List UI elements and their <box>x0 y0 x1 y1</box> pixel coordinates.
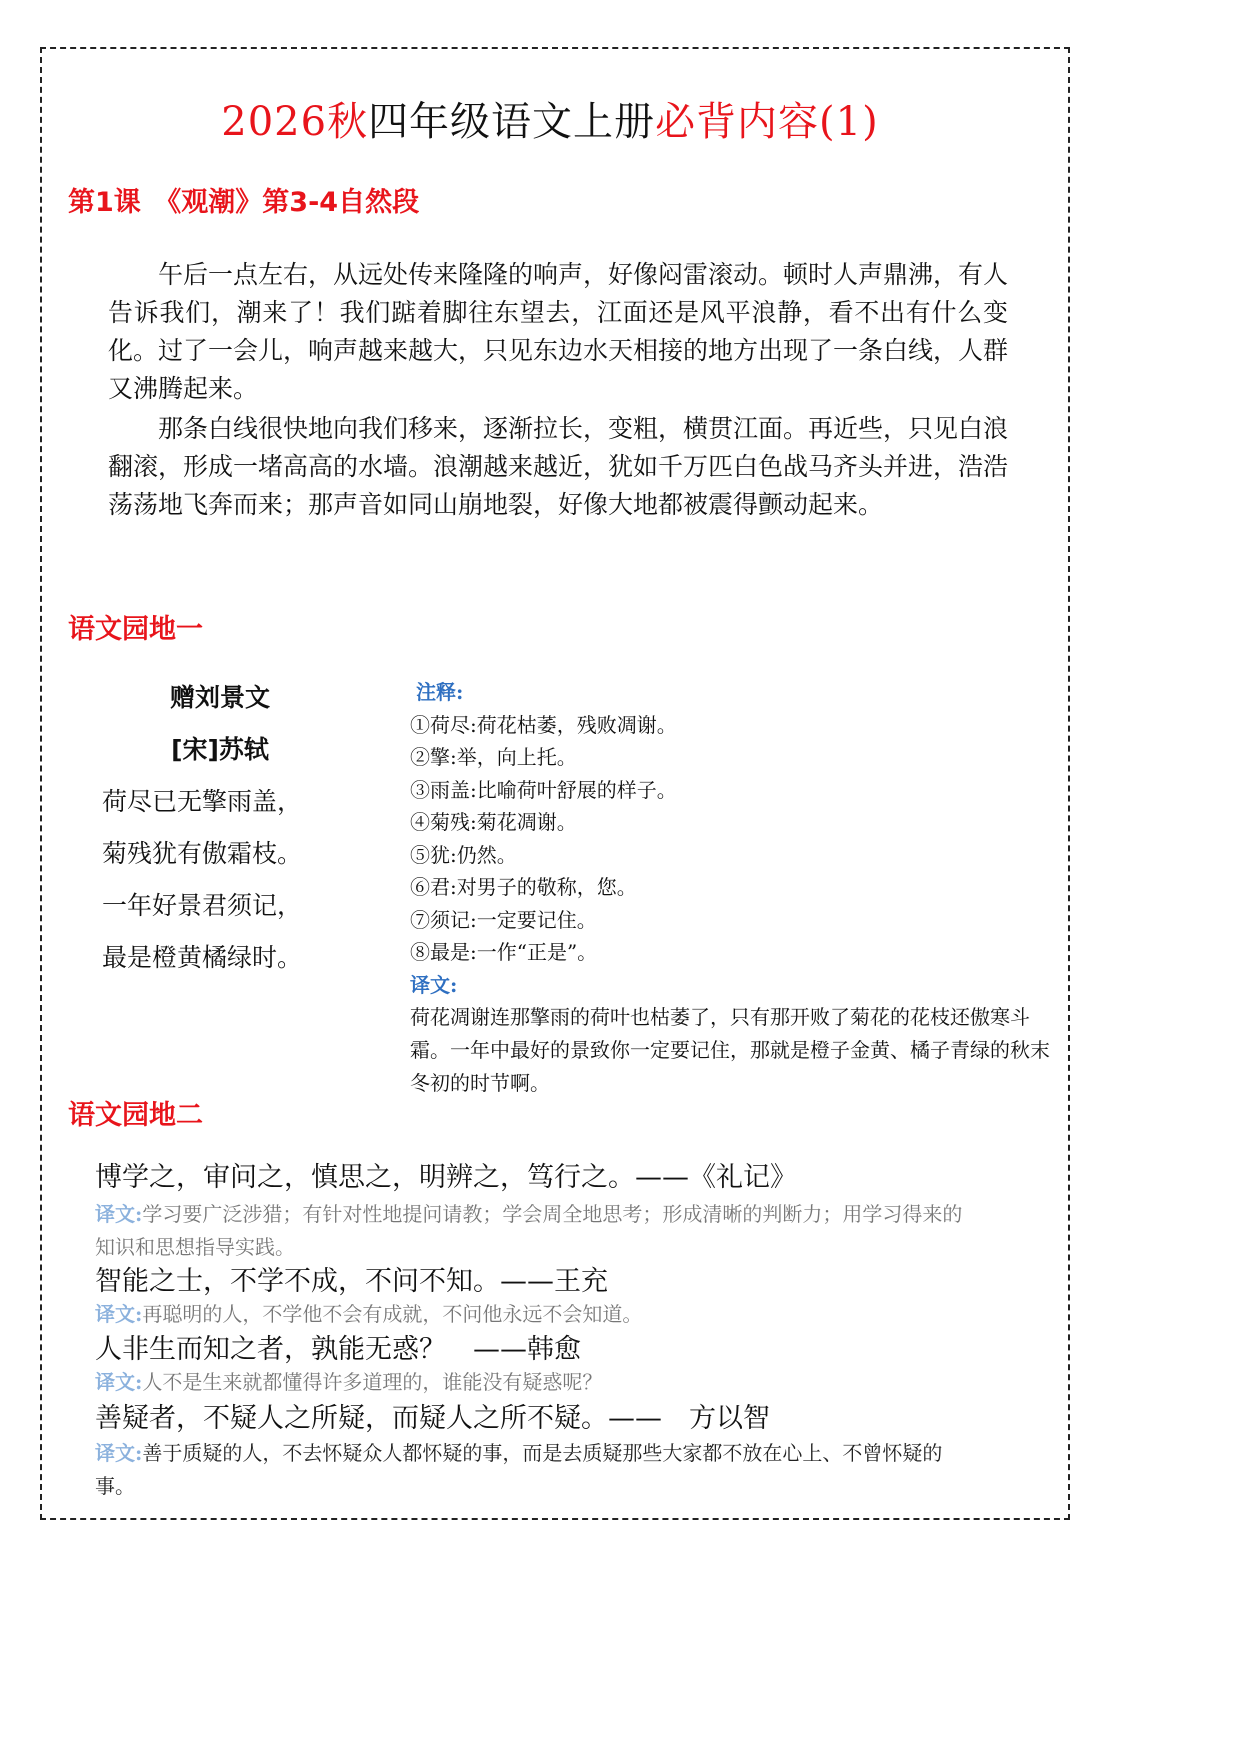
garden2-heading: 语文园地二 <box>68 1100 203 1131</box>
note-item: ③雨盖:比喻荷叶舒展的样子。 <box>410 777 677 802</box>
lesson1-paragraph-2: 那条白线很快地向我们移来，逐渐拉长，变粗，横贯江面。再近些，只见白浪翻滚，形成一堵高高的水墙。浪潮越来越近，犹如千万匹白色战马齐头并进，浩浩荡荡地飞奔而来；那声音如同山崩地裂，好像大地都被震得颤动起来。 <box>108 414 1009 519</box>
garden1-heading: 语文园地一 <box>68 614 203 645</box>
poem-line: 荷尽已无擎雨盖， <box>102 787 303 816</box>
quote-4: 善疑者，不疑人之所疑，而疑人之所不疑。—— 方以智 <box>95 1403 770 1434</box>
poem-line: 一年好景君须记， <box>102 891 303 920</box>
note-item: ⑤犹:仍然。 <box>410 842 517 867</box>
note-item: ⑥君:对男子的敬称，您。 <box>410 875 637 899</box>
quote-3: 人非生而知之者，孰能无惑？ ——韩愈 <box>95 1334 581 1365</box>
poem-line: 最是橙黄橘绿时。 <box>102 943 303 972</box>
quote-4-translation-text: 善于质疑的人，不去怀疑众人都怀疑的事，而是去质疑那些大家都不放在心上、不曾怀疑的事。 <box>95 1441 943 1498</box>
title-grade: 四年级语文上册 <box>368 99 656 145</box>
note-item: ②擎:举，向上托。 <box>410 745 577 769</box>
title-content: 必背内容(1) <box>655 99 879 145</box>
notes-label: 注释: <box>416 680 464 704</box>
translation-label: 译文: <box>95 1441 143 1465</box>
quote-1-translation-text: 学习要广泛涉猎；有针对性地提问请教；学会周全地思考；形成清晰的判断力；用学习得来的知识和思想指导实践。 <box>95 1202 963 1259</box>
quote-2-translation-text: 再聪明的人，不学他不会有成就，不问他永远不会知道。 <box>142 1302 643 1326</box>
quote-1: 博学之，审问之，慎思之，明辨之，笃行之。——《礼记》 <box>95 1162 797 1193</box>
poem-title: 赠刘景文 <box>169 683 270 712</box>
poem-block <box>90 672 350 984</box>
translation-label: 译文: <box>95 1302 143 1326</box>
quote-2-translation <box>95 1298 975 1331</box>
translation-label: 译文: <box>410 972 458 997</box>
page-title <box>0 96 1100 148</box>
lesson1-paragraph-1: 午后一点左右，从远处传来隆隆的响声，好像闷雷滚动。顿时人声鼎沸，有人告诉我们，潮来了！我们踮着脚往东望去，江面还是风平浪静，看不出有什么变化。过了一会儿，响声越来越大，只见东边水天相接的地方出现了一条白线，人群又沸腾起来。 <box>108 260 1009 403</box>
quote-2: 智能之士，不学不成，不问不知。——王充 <box>95 1266 608 1297</box>
poem-translation: 荷花凋谢连那擎雨的荷叶也枯萎了，只有那开败了菊花的花枝还傲寒斗霜。一年中最好的景致你一定要记住，那就是橙子金黄、橘子青绿的秋末冬初的时节啊。 <box>410 1005 1050 1095</box>
quote-3-translation-text: 人不是生来就都懂得许多道理的，谁能没有疑惑呢？ <box>142 1370 603 1394</box>
note-item: ⑦须记:一定要记住。 <box>410 907 597 932</box>
translation-label: 译文: <box>95 1370 143 1394</box>
lesson1-heading: 第1课 《观潮》第3-4自然段 <box>68 187 420 218</box>
translation-label: 译文: <box>95 1202 143 1226</box>
quote-3-translation <box>95 1366 975 1399</box>
poem-line: 菊残犹有傲霜枝。 <box>102 839 303 868</box>
quote-1-translation <box>95 1198 975 1264</box>
quote-4-translation <box>95 1437 975 1503</box>
note-item: ④菊残:菊花凋谢。 <box>410 810 577 834</box>
note-item: ①荷尽:荷花枯萎，残败凋谢。 <box>410 712 677 737</box>
poem-author: [宋]苏轼 <box>171 735 269 764</box>
poem-notes <box>410 676 1050 1100</box>
note-item: ⑧最是:一作“正是”。 <box>410 940 598 964</box>
title-year: 2026秋 <box>221 99 369 145</box>
